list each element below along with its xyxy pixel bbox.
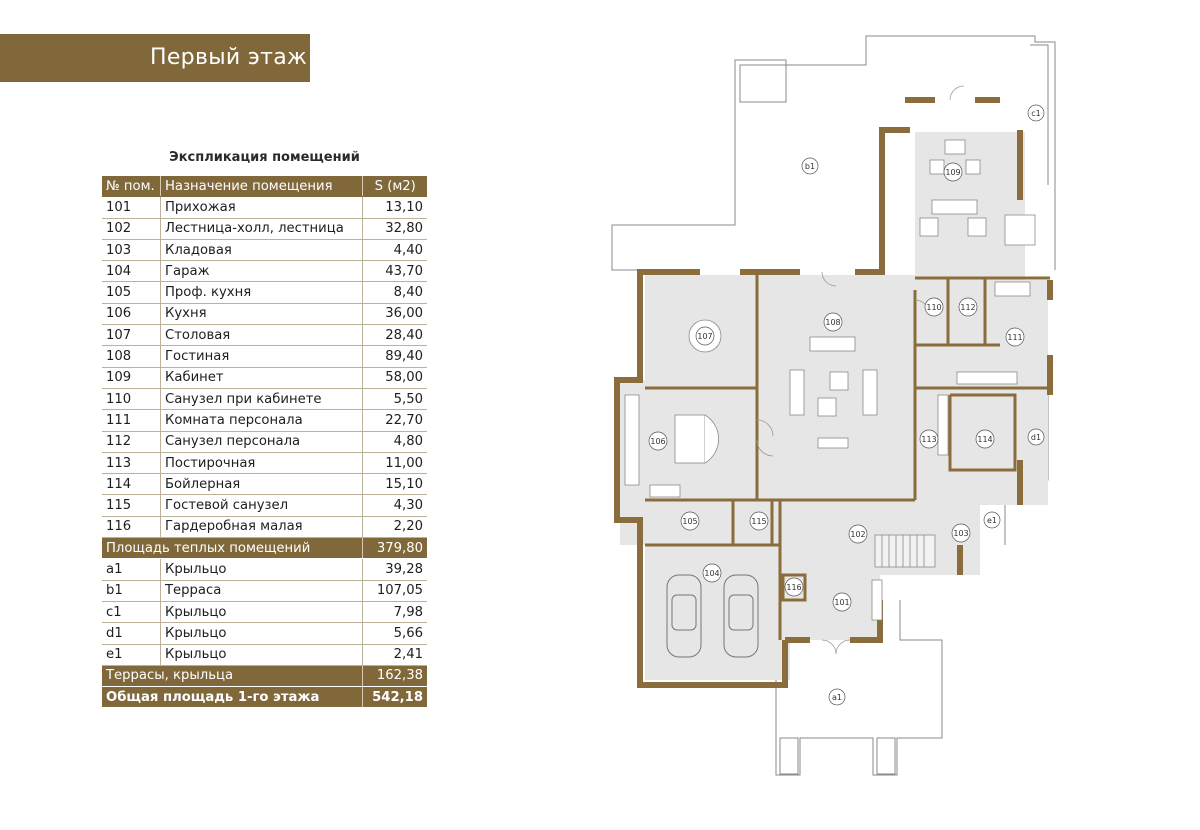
terrace-marker-c1 bbox=[1028, 105, 1044, 121]
coffee-table-icon bbox=[830, 372, 848, 390]
room-name: Кабинет bbox=[161, 367, 363, 388]
room-label: 103 bbox=[953, 529, 969, 538]
room-number: 103 bbox=[102, 239, 161, 260]
room-marker-112 bbox=[959, 298, 977, 316]
room-label: 104 bbox=[704, 569, 720, 578]
step-left bbox=[780, 738, 798, 774]
room-marker-107 bbox=[696, 327, 714, 345]
kitchen-counter-icon bbox=[625, 395, 639, 485]
room-marker-102 bbox=[849, 525, 867, 543]
room-marker-109 bbox=[944, 163, 962, 181]
room-label: 107 bbox=[697, 332, 713, 341]
terrace-number: a1 bbox=[102, 559, 161, 580]
room-area: 2,20 bbox=[363, 516, 427, 537]
room-marker-101 bbox=[833, 593, 851, 611]
room-marker-103 bbox=[952, 524, 970, 542]
room-name: Кухня bbox=[161, 303, 363, 324]
room-area: 28,40 bbox=[363, 325, 427, 346]
counter-laundry-icon bbox=[938, 395, 948, 455]
terrace-marker-e1 bbox=[984, 512, 1000, 528]
counter-113-icon bbox=[957, 372, 1017, 384]
table-row bbox=[102, 452, 427, 473]
room-number: 104 bbox=[102, 261, 161, 282]
desk-icon bbox=[932, 200, 977, 214]
terrace-area: 39,28 bbox=[363, 559, 427, 580]
terrace-number: d1 bbox=[102, 623, 161, 644]
room-name: Санузел при кабинете bbox=[161, 388, 363, 409]
room-area: 36,00 bbox=[363, 303, 427, 324]
table-row bbox=[102, 303, 427, 324]
room-area: 4,80 bbox=[363, 431, 427, 452]
room-area: 5,50 bbox=[363, 388, 427, 409]
room-marker-113 bbox=[920, 430, 938, 448]
table-row bbox=[102, 516, 427, 537]
room-area: 13,10 bbox=[363, 197, 427, 218]
room-name: Гостевой санузел bbox=[161, 495, 363, 516]
terrace-marker-a1 bbox=[829, 689, 845, 705]
room-label: 112 bbox=[960, 303, 976, 312]
room-marker-104 bbox=[703, 564, 721, 582]
room-marker-106 bbox=[649, 432, 667, 450]
room-number: 107 bbox=[102, 325, 161, 346]
table-row bbox=[102, 644, 427, 665]
terrace-number: c1 bbox=[102, 601, 161, 622]
room-label: 101 bbox=[834, 598, 850, 607]
table-row bbox=[102, 410, 427, 431]
table-row bbox=[102, 325, 427, 346]
col-header-name: Назначение помещения bbox=[161, 176, 363, 197]
floor-plan bbox=[600, 30, 1070, 790]
table-row bbox=[102, 601, 427, 622]
room-number: 116 bbox=[102, 516, 161, 537]
room-marker-116 bbox=[785, 578, 803, 596]
terrace-name: Терраса bbox=[161, 580, 363, 601]
table-row bbox=[102, 367, 427, 388]
terrace-label: d1 bbox=[1030, 433, 1042, 442]
total-area-row bbox=[102, 687, 427, 708]
col-header-area: S (м2) bbox=[363, 176, 427, 197]
subtotal-label: Площадь теплых помещений bbox=[102, 538, 363, 559]
armchair-icon bbox=[920, 218, 938, 236]
table-row bbox=[102, 474, 427, 495]
room-number: 109 bbox=[102, 367, 161, 388]
room-number: 110 bbox=[102, 388, 161, 409]
door-swing-icon bbox=[822, 640, 836, 654]
table-row bbox=[102, 388, 427, 409]
total-label: Общая площадь 1-го этажа bbox=[102, 687, 363, 708]
page-title-banner bbox=[0, 34, 310, 82]
room-number: 101 bbox=[102, 197, 161, 218]
room-area: 15,10 bbox=[363, 474, 427, 495]
room-name: Бойлерная bbox=[161, 474, 363, 495]
table-row bbox=[102, 559, 427, 580]
ottoman-icon bbox=[818, 398, 836, 416]
room-label: 105 bbox=[682, 517, 698, 526]
table-header-row bbox=[102, 176, 427, 197]
room-name: Лестница-холл, лестница bbox=[161, 218, 363, 239]
staircase bbox=[875, 535, 935, 567]
terrace-label: b1 bbox=[804, 162, 816, 171]
room-number: 114 bbox=[102, 474, 161, 495]
room-area: 8,40 bbox=[363, 282, 427, 303]
room-name: Гардеробная малая bbox=[161, 516, 363, 537]
terrace-marker-d1 bbox=[1028, 429, 1044, 445]
table-row bbox=[102, 431, 427, 452]
terrace-number: e1 bbox=[102, 644, 161, 665]
table-row bbox=[102, 282, 427, 303]
room-number: 108 bbox=[102, 346, 161, 367]
room-number: 111 bbox=[102, 410, 161, 431]
subtotal-label: Террасы, крыльца bbox=[102, 665, 363, 686]
room-marker-108 bbox=[824, 313, 842, 331]
room-marker-105 bbox=[681, 512, 699, 530]
room-name: Постирочная bbox=[161, 452, 363, 473]
sofa-left-icon bbox=[790, 370, 804, 415]
wall-study-west bbox=[882, 130, 910, 275]
room-number: 115 bbox=[102, 495, 161, 516]
door-swing-icon bbox=[950, 86, 964, 100]
room-marker-110 bbox=[925, 298, 943, 316]
room-number: 106 bbox=[102, 303, 161, 324]
terrace-label: a1 bbox=[832, 693, 842, 702]
room-label: 114 bbox=[977, 435, 993, 444]
room-name: Комната персонала bbox=[161, 410, 363, 431]
terrace-subtotal-row bbox=[102, 665, 427, 686]
room-area: 4,30 bbox=[363, 495, 427, 516]
study-chair-icon bbox=[966, 160, 980, 174]
total-value: 542,18 bbox=[363, 687, 427, 708]
room-number: 102 bbox=[102, 218, 161, 239]
bathtub-icon bbox=[995, 282, 1030, 296]
room-name: Кладовая bbox=[161, 239, 363, 260]
subtotal-value: 162,38 bbox=[363, 665, 427, 686]
room-label: 113 bbox=[921, 435, 937, 444]
sofa-right-icon bbox=[863, 370, 877, 415]
room-area: 11,00 bbox=[363, 452, 427, 473]
terrace-label: e1 bbox=[986, 516, 998, 525]
room-name: Санузел персонала bbox=[161, 431, 363, 452]
table-row bbox=[102, 580, 427, 601]
kitchen-island-icon bbox=[675, 415, 705, 463]
room-explication-table bbox=[102, 176, 427, 708]
terrace-name: Крыльцо bbox=[161, 644, 363, 665]
terrace-name: Крыльцо bbox=[161, 601, 363, 622]
room-name: Гараж bbox=[161, 261, 363, 282]
room-marker-115 bbox=[750, 512, 768, 530]
room-number: 113 bbox=[102, 452, 161, 473]
room-marker-114 bbox=[976, 430, 994, 448]
room-name: Прихожая bbox=[161, 197, 363, 218]
table-row bbox=[102, 623, 427, 644]
room-number: 112 bbox=[102, 431, 161, 452]
terrace-area: 107,05 bbox=[363, 580, 427, 601]
room-label: 108 bbox=[825, 318, 841, 327]
room-name: Столовая bbox=[161, 325, 363, 346]
terrace-area: 7,98 bbox=[363, 601, 427, 622]
step-right bbox=[877, 738, 895, 774]
wardrobe-hall-icon bbox=[872, 580, 882, 620]
room-label: 109 bbox=[945, 168, 961, 177]
col-header-number: № пом. bbox=[102, 176, 161, 197]
room-label: 110 bbox=[926, 303, 942, 312]
table-row bbox=[102, 218, 427, 239]
armchair-icon bbox=[968, 218, 986, 236]
room-label: 115 bbox=[751, 517, 767, 526]
table-row bbox=[102, 197, 427, 218]
stair-block bbox=[875, 535, 935, 567]
room-area: 22,70 bbox=[363, 410, 427, 431]
table-row bbox=[102, 261, 427, 282]
room-label: 116 bbox=[786, 583, 802, 592]
table-row bbox=[102, 495, 427, 516]
room-area: 89,40 bbox=[363, 346, 427, 367]
terrace-marker-b1 bbox=[802, 158, 818, 174]
room-name: Проф. кухня bbox=[161, 282, 363, 303]
terrace-name: Крыльцо bbox=[161, 623, 363, 644]
study-table-icon bbox=[945, 140, 965, 154]
counter-105-icon bbox=[650, 485, 680, 497]
table-row bbox=[102, 346, 427, 367]
subtotal-value: 379,80 bbox=[363, 538, 427, 559]
terrace-label: c1 bbox=[1031, 109, 1041, 118]
room-name: Гостиная bbox=[161, 346, 363, 367]
room-marker-111 bbox=[1006, 328, 1024, 346]
room-area: 4,40 bbox=[363, 239, 427, 260]
table-title: Экспликация помещений bbox=[169, 150, 360, 165]
terrace-number: b1 bbox=[102, 580, 161, 601]
room-number: 105 bbox=[102, 282, 161, 303]
door-swing-icon bbox=[836, 640, 850, 654]
room-area: 32,80 bbox=[363, 218, 427, 239]
warm-area-subtotal-row bbox=[102, 538, 427, 559]
terrace-area: 2,41 bbox=[363, 644, 427, 665]
terrace-area: 5,66 bbox=[363, 623, 427, 644]
sofa-icon bbox=[810, 337, 855, 351]
room-area: 43,70 bbox=[363, 261, 427, 282]
room-area: 58,00 bbox=[363, 367, 427, 388]
study-chair-icon bbox=[930, 160, 944, 174]
room-label: 102 bbox=[850, 530, 866, 539]
room-label: 106 bbox=[650, 437, 666, 446]
room-label: 111 bbox=[1007, 333, 1023, 342]
terrace-name: Крыльцо bbox=[161, 559, 363, 580]
round-table-icon bbox=[1005, 215, 1035, 245]
table-row bbox=[102, 239, 427, 260]
page-title: Первый этаж bbox=[150, 45, 308, 70]
fireplace-icon bbox=[818, 438, 848, 448]
